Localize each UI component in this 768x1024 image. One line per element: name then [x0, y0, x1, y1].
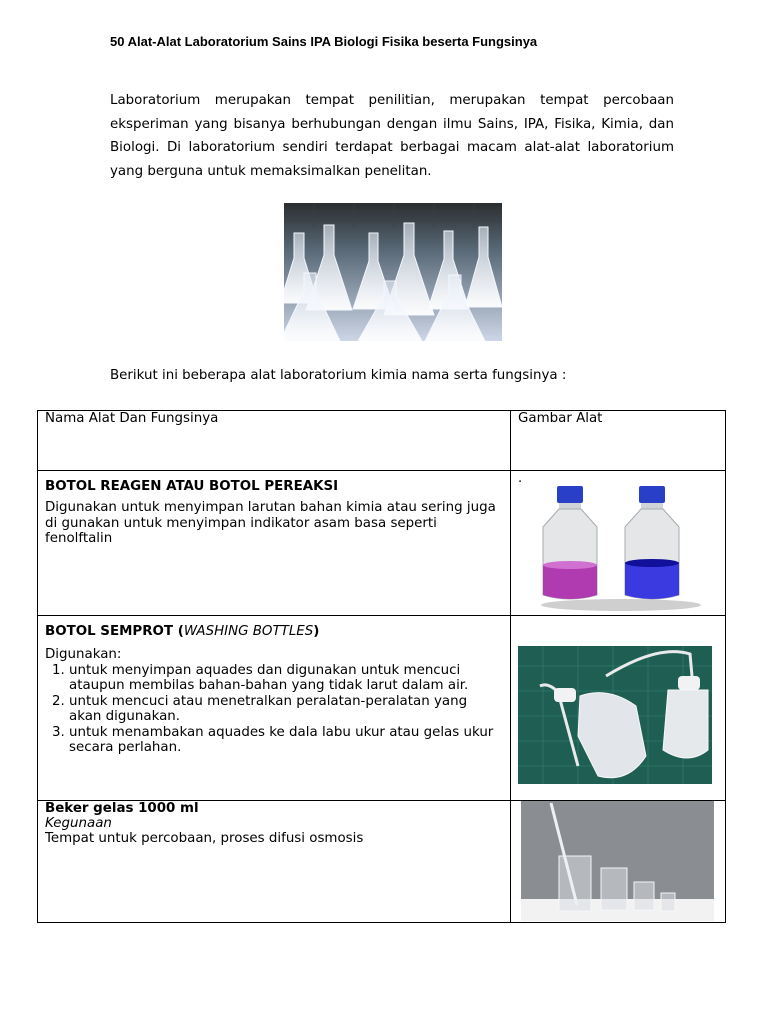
table-header-row [38, 411, 726, 471]
tool-name-italic: WASHING BOTTLES [183, 624, 314, 639]
tool-image-cell [511, 801, 726, 923]
intro-paragraph: Laboratorium merupakan tempat penilitian, merupakan tempat percobaan eksperiman yang bisanya berhubungan dengan ilmu Sains, IPA, Fisika, Kimia, dan Biologi. Di laboratorium sendiri terdapat berbagai macam alat-alat laboratorium yang berguna untuk memaksimalkan penelitan. [110, 93, 674, 179]
tool-description: Tempat untuk percobaan, proses difusi osmosis [45, 831, 364, 846]
list-item: 2. untuk mencuci atau menetralkan peralatan-peralatan yang akan digunakan. [69, 694, 503, 725]
washing-bottles-image [518, 646, 712, 784]
tool-info-cell [38, 471, 511, 616]
tool-image-cell [511, 471, 726, 616]
page-title: 50 Alat-Alat Laboratorium Sains IPA Biologi Fisika beserta Fungsinya [110, 34, 538, 49]
lead-text: Berikut ini beberapa alat laboratorium kimia nama serta fungsinya : [110, 368, 567, 383]
tools-table [37, 410, 726, 923]
tool-image-cell [511, 616, 726, 801]
reagent-bottles-image [521, 483, 721, 613]
tool-info-cell [38, 616, 511, 801]
tool-name: Beker gelas 1000 ml [45, 801, 199, 816]
cell-marker: . [518, 471, 523, 486]
tool-info-cell [38, 801, 511, 923]
table-row [38, 616, 726, 801]
header-image-cell: Gambar Alat [511, 411, 726, 471]
header-name-cell: Nama Alat Dan Fungsinya [38, 411, 511, 471]
tool-name: BOTOL SEMPROT (WASHING BOTTLES) [45, 624, 320, 639]
tool-usage-list [45, 663, 503, 756]
tool-name: BOTOL REAGEN ATAU BOTOL PEREAKSI [45, 479, 339, 494]
list-item: 1. untuk menyimpan aquades dan digunakan untuk mencuci ataupun membilas bahan-bahan yang tidak larut dalam air. [69, 663, 503, 694]
tool-usage-intro: Digunakan: [45, 647, 122, 662]
lab-flasks-image [284, 203, 502, 341]
tool-description: Digunakan untuk menyimpan larutan bahan kimia atau sering juga di gunakan untuk menyimpan indikator asam basa seperti fenolftalin [45, 500, 496, 546]
table-row [38, 471, 726, 616]
beakers-image [521, 801, 714, 921]
table-row [38, 801, 726, 923]
tool-subheading: Kegunaan [45, 816, 112, 831]
list-item: 3. untuk menambakan aquades ke dala labu ukur atau gelas ukur secara perlahan. [69, 725, 503, 756]
